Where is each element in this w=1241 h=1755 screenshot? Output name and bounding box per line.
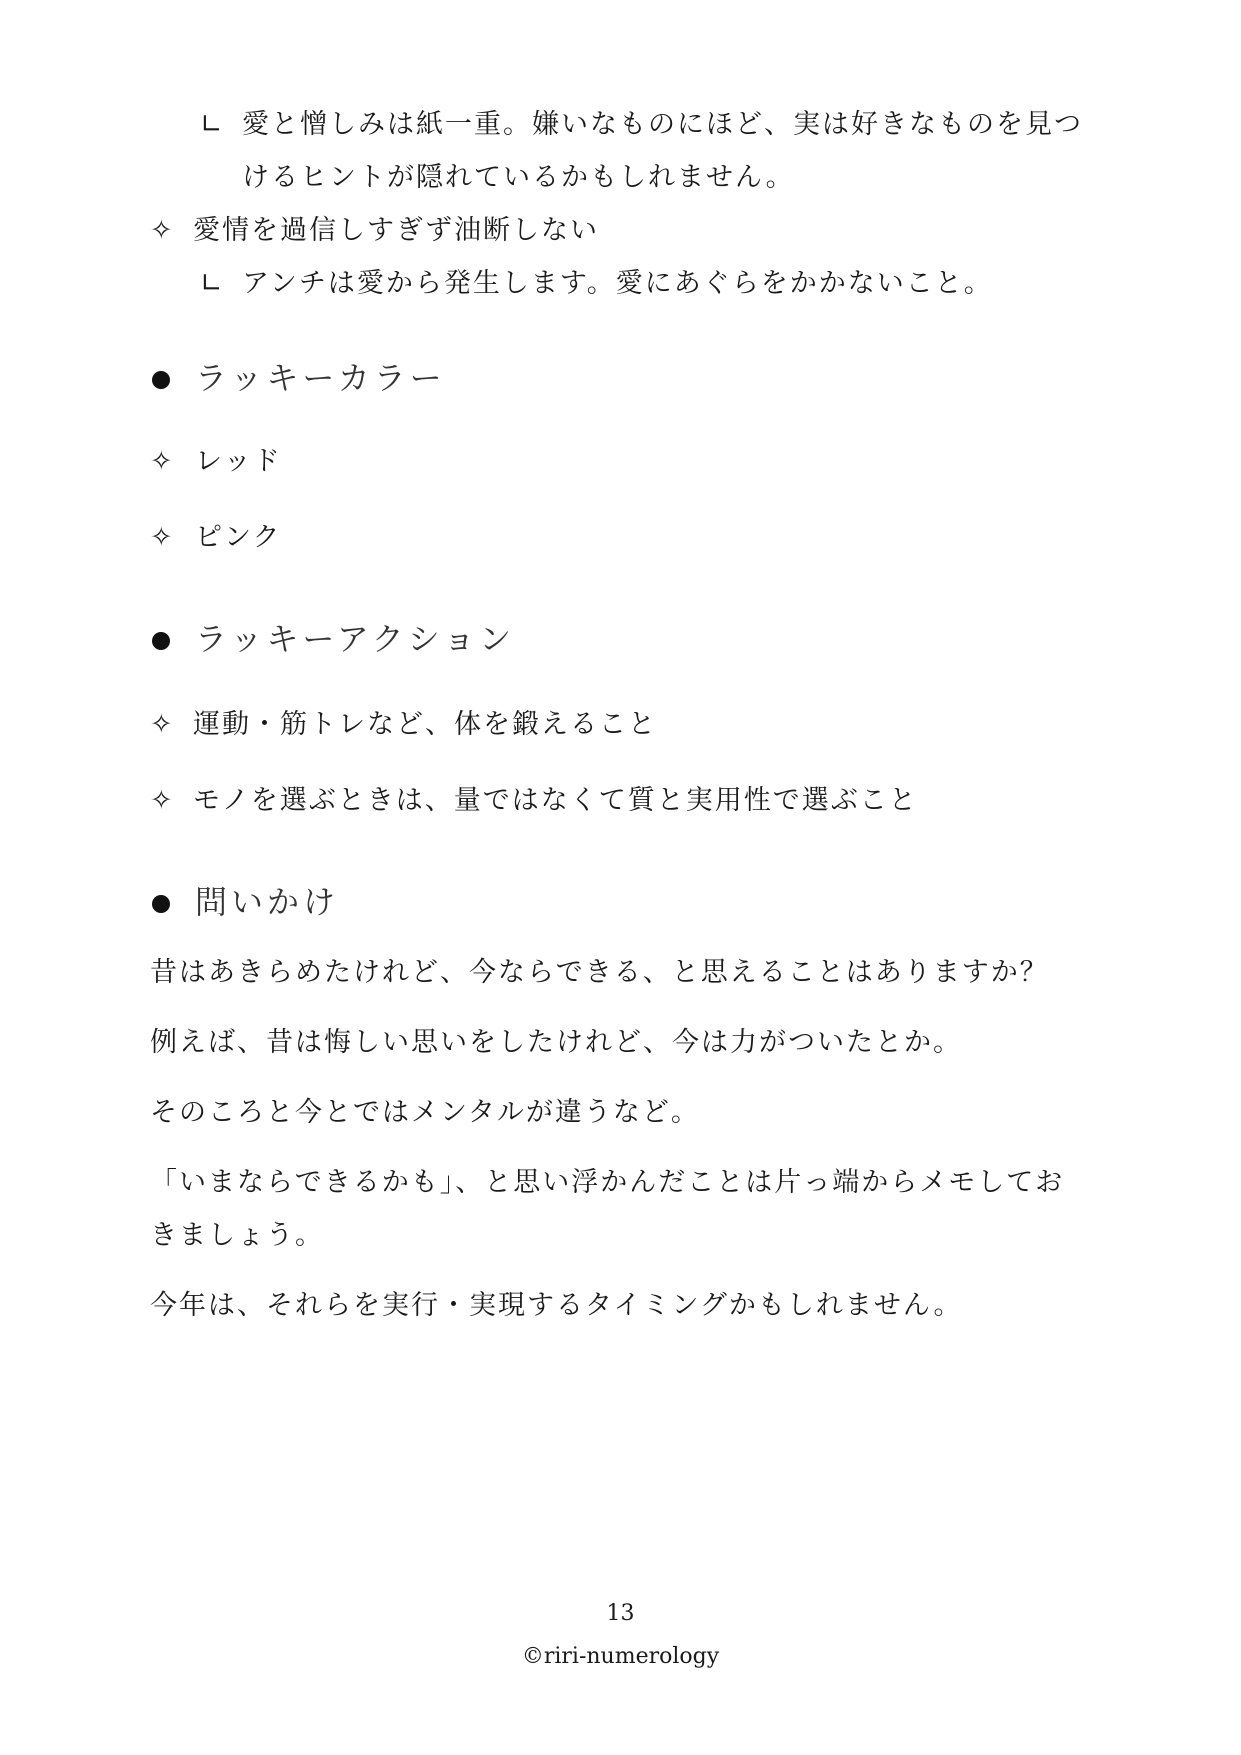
sub-item-text: アンチは愛から発生します。愛にあぐらをかかないこと。 bbox=[242, 268, 993, 299]
bullet-dot-icon bbox=[152, 371, 170, 389]
section-heading-question: 問いかけ bbox=[195, 883, 340, 921]
paragraph-text-continued: きましょう。 bbox=[150, 1220, 324, 1251]
list-item-text: レッド bbox=[195, 446, 282, 477]
list-item-text: モノを選ぶときは、量ではなくて質と実用性で選ぶこと bbox=[193, 785, 918, 816]
section-heading-lucky-color: ラッキーカラー bbox=[195, 359, 446, 397]
sub-item-marker: ∟ bbox=[200, 109, 223, 140]
sparkle-icon: ✧ bbox=[150, 785, 173, 816]
paragraph-text: 「いまならできるかも」、と思い浮かんだことは片っ端からメモしてお bbox=[150, 1167, 1065, 1198]
paragraph-text: 例えば、昔は悔しい思いをしたけれど、今は力がついたとか。 bbox=[150, 1027, 962, 1058]
paragraph-text: そのころと今とではメンタルが違うなど。 bbox=[150, 1097, 700, 1128]
sub-item-text: 愛と憎しみは紙一重。嫌いなものにほど、実は好きなものを見つ bbox=[242, 109, 1083, 140]
bullet-dot-icon bbox=[152, 632, 170, 650]
sub-item-text-continued: けるヒントが隠れているかもしれません。 bbox=[242, 162, 795, 193]
list-item-text: 愛情を過信しすぎず油断しない bbox=[193, 215, 599, 246]
paragraph-text: 昔はあきらめたけれど、今ならできる、と思えることはありますか？ bbox=[150, 957, 1049, 988]
copyright-text: ©riri-numerology bbox=[521, 1644, 720, 1669]
sub-item-marker: ∟ bbox=[200, 268, 223, 299]
paragraph-text: 今年は、それらを実行・実現するタイミングかもしれません。 bbox=[150, 1290, 963, 1321]
sparkle-icon: ✧ bbox=[150, 446, 173, 477]
bullet-dot-icon bbox=[152, 895, 170, 913]
sparkle-icon: ✧ bbox=[150, 709, 173, 740]
section-heading-lucky-action: ラッキーアクション bbox=[195, 620, 516, 658]
sparkle-icon: ✧ bbox=[150, 522, 173, 553]
list-item-text: 運動・筋トレなど、体を鍛えること bbox=[193, 709, 657, 740]
list-item-text: ピンク bbox=[195, 522, 282, 553]
sparkle-icon: ✧ bbox=[150, 215, 173, 246]
page-number: 13 bbox=[606, 1601, 635, 1626]
